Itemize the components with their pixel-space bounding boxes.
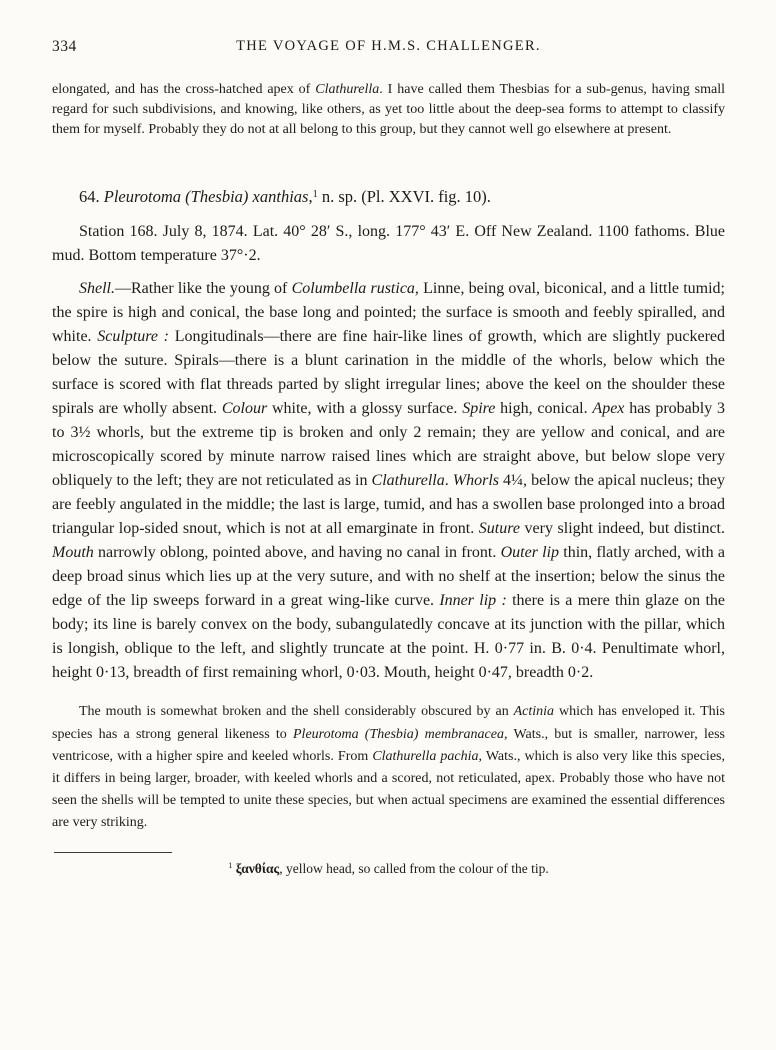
page-header	[52, 36, 725, 58]
species-heading: 64. Pleurotoma (Thesbia) xanthias,$^1$ n. sp. (Pl. XXVI. fig. 10).	[79, 187, 491, 207]
remarks-paragraph: The mouth is somewhat broken and the shell considerably obscured by an Actinia which has enveloped it. This species has a strong general likeness to Pleurotoma (Thesbia) membranacea, Wats., but is smaller, narrower, less ventricose, with a higher spire and keeled whorls. From Clathurella pachia, Wats., which is also very like this species, it differs in being larger, broader, with keeled whorls and a scored, not reticulated, apex. Probably those who have not seen the shells will be tempted to unite these species, but when actual specimens are examined the essential differences are very striking.	[52, 704, 725, 831]
footnote-rule	[54, 852, 172, 853]
paragraph-continuation: elongated, and has the cross-hatched apex of Clathurella. I have called them Thesbias for a sub-genus, having small regard for such subdivisions, and knowing, like others, as yet too little about the deep-sea forms to attempt to classify them for myself. Probably they do not at all belong to this group, but they cannot well go elsewhere at present.	[52, 82, 725, 137]
station-paragraph: Station 168. July 8, 1874. Lat. 40° 28′ S., long. 177° 43′ E. Off New Zealand. 1100 fathoms. Blue mud. Bottom temperature 37°·2.	[52, 223, 725, 265]
page-number: 334	[52, 38, 77, 55]
footnote: $^1$ ξανθίας, yellow head, so called from the colour of the tip.	[228, 860, 549, 876]
description-paragraph: Shell.—Rather like the young of Columbella rustica, Linne, being oval, biconical, and a little tumid; the spire is high and conical, the base long and pointed; the surface is smooth and feebly spiralled, and white. Sculpture : Longitudinals—there are fine hair-like lines of growth, which are slightly puckered below the suture. Spirals—there is a blunt carination in the middle of the whorls, below which the surface is scored with flat threads parted by slight irregular lines; above the keel on the shoulder these spirals are wholly absent. Colour white, with a glossy surface. Spire high, conical. Apex has probably 3 to 3½ whorls, but the extreme tip is broken and only 2 remain; they are yellow and conical, and are microscopically scored by minute narrow raised lines which are straight above, but below slope very obliquely to the left; they are not reticulated as in Clathurella. Whorls 4¼, below the apical nucleus; they are feebly angulated in the middle; the last is large, tumid, and has a swollen base prolonged into a broad triangular lop-sided snout, which is not at all emarginate in front. Suture very slight indeed, but distinct. Mouth narrowly oblong, pointed above, and having no canal in front. Outer lip thin, flatly arched, with a deep broad sinus which lies up at the very suture, and with no shelf at the insertion; below the sinus the edge of the lip sweeps forward in a great wing-like curve. Inner lip : there is a mere thin glaze on the body; its line is barely convex on the body, subangulatedly concave at its junction with the pillar, which is longish, oblique to the left, and slightly truncate at the point. H. 0·77 in. B. 0·4. Penultimate whorl, height 0·13, breadth of first remaining whorl, 0·03. Mouth, height 0·47, breadth 0·2.	[52, 280, 726, 682]
running-title: THE VOYAGE OF H.M.S. CHALLENGER.	[236, 38, 541, 54]
